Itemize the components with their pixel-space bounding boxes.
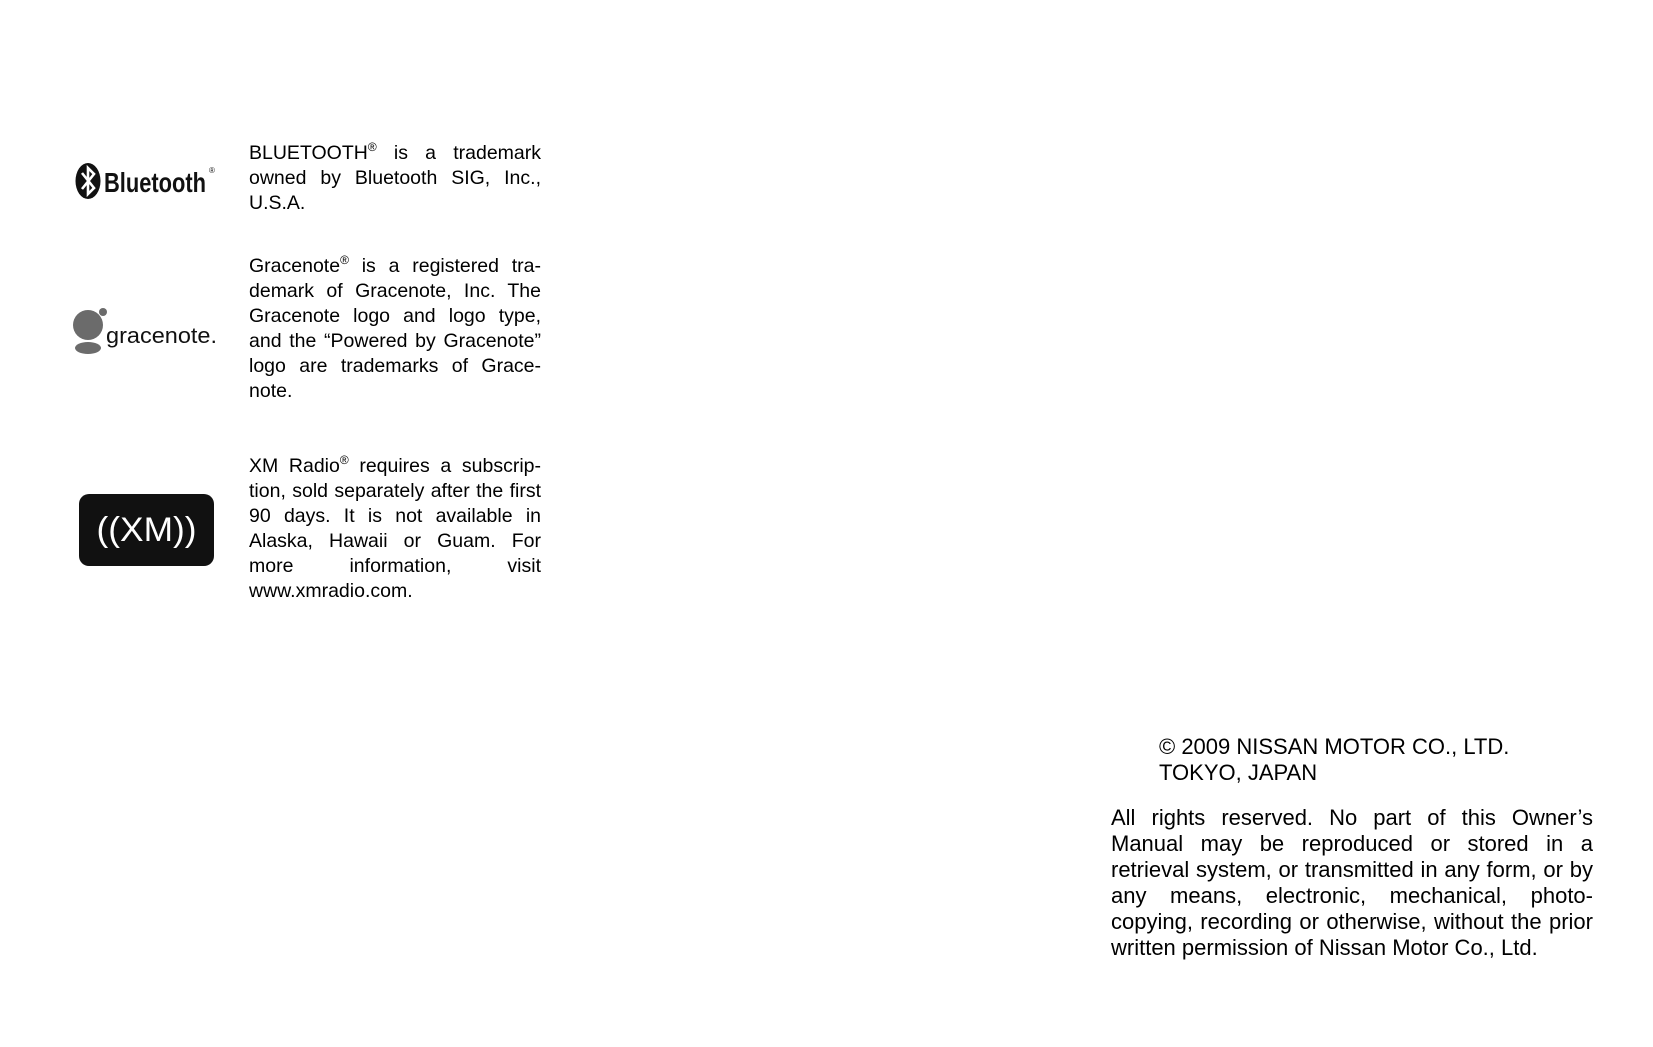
xm-reg-mark: ® <box>339 453 349 467</box>
xm-radio-icon <box>79 494 214 566</box>
gracenote-reg-mark: ® <box>340 253 349 267</box>
gracenote-logo-text: gracenote. <box>106 323 217 348</box>
bluetooth-logo-mark: ® <box>209 166 215 175</box>
gracenote-notice-text: is a registered tra-demark of Gracenote, Inc. The Gracenote logo and logo type, and the “Powered by Gracenote” logo are trademarks of Grace-note. <box>249 255 541 402</box>
copyright-line: © 2009 NISSAN MOTOR CO., LTD. <box>1159 734 1510 759</box>
gracenote-logo <box>71 306 219 356</box>
bluetooth-notice-text: is a trademark owned by Bluetooth SIG, Inc., U.S.A. <box>249 142 541 214</box>
xm-radio-logo <box>79 494 214 566</box>
xm-radio-notice <box>249 454 541 604</box>
bluetooth-logo-text: Bluetooth <box>104 167 206 198</box>
gracenote-dots-icon <box>71 306 219 356</box>
gracenote-name: Gracenote <box>249 255 341 277</box>
bluetooth-reg-mark: ® <box>367 140 377 154</box>
xm-logo-text: ((XM)) <box>96 511 197 549</box>
copyright-block <box>1159 734 1509 786</box>
all-rights-reserved-notice: All rights reserved. No part of this Owner’s Manual may be reproduced or stored in a retrieval system, or transmitted in any form, or by any means, electronic, mechanical, photo-copying, recording or otherwise, without the prior written permission of Nissan Motor Co., Ltd. <box>1111 805 1593 960</box>
bluetooth-name: BLUETOOTH <box>249 142 368 164</box>
copyright-location: TOKYO, JAPAN <box>1159 760 1318 785</box>
xm-name: XM Radio <box>249 455 340 477</box>
xm-notice-text: requires a subscrip-tion, sold separately after the first 90 days. It is not available in Alaska, Hawaii or Guam. For more information, visit www.xmradio.com. <box>249 455 541 602</box>
bluetooth-rune-icon <box>74 161 220 201</box>
bluetooth-trademark-notice <box>249 141 541 216</box>
gracenote-trademark-notice <box>249 254 541 404</box>
bluetooth-logo <box>74 161 220 201</box>
